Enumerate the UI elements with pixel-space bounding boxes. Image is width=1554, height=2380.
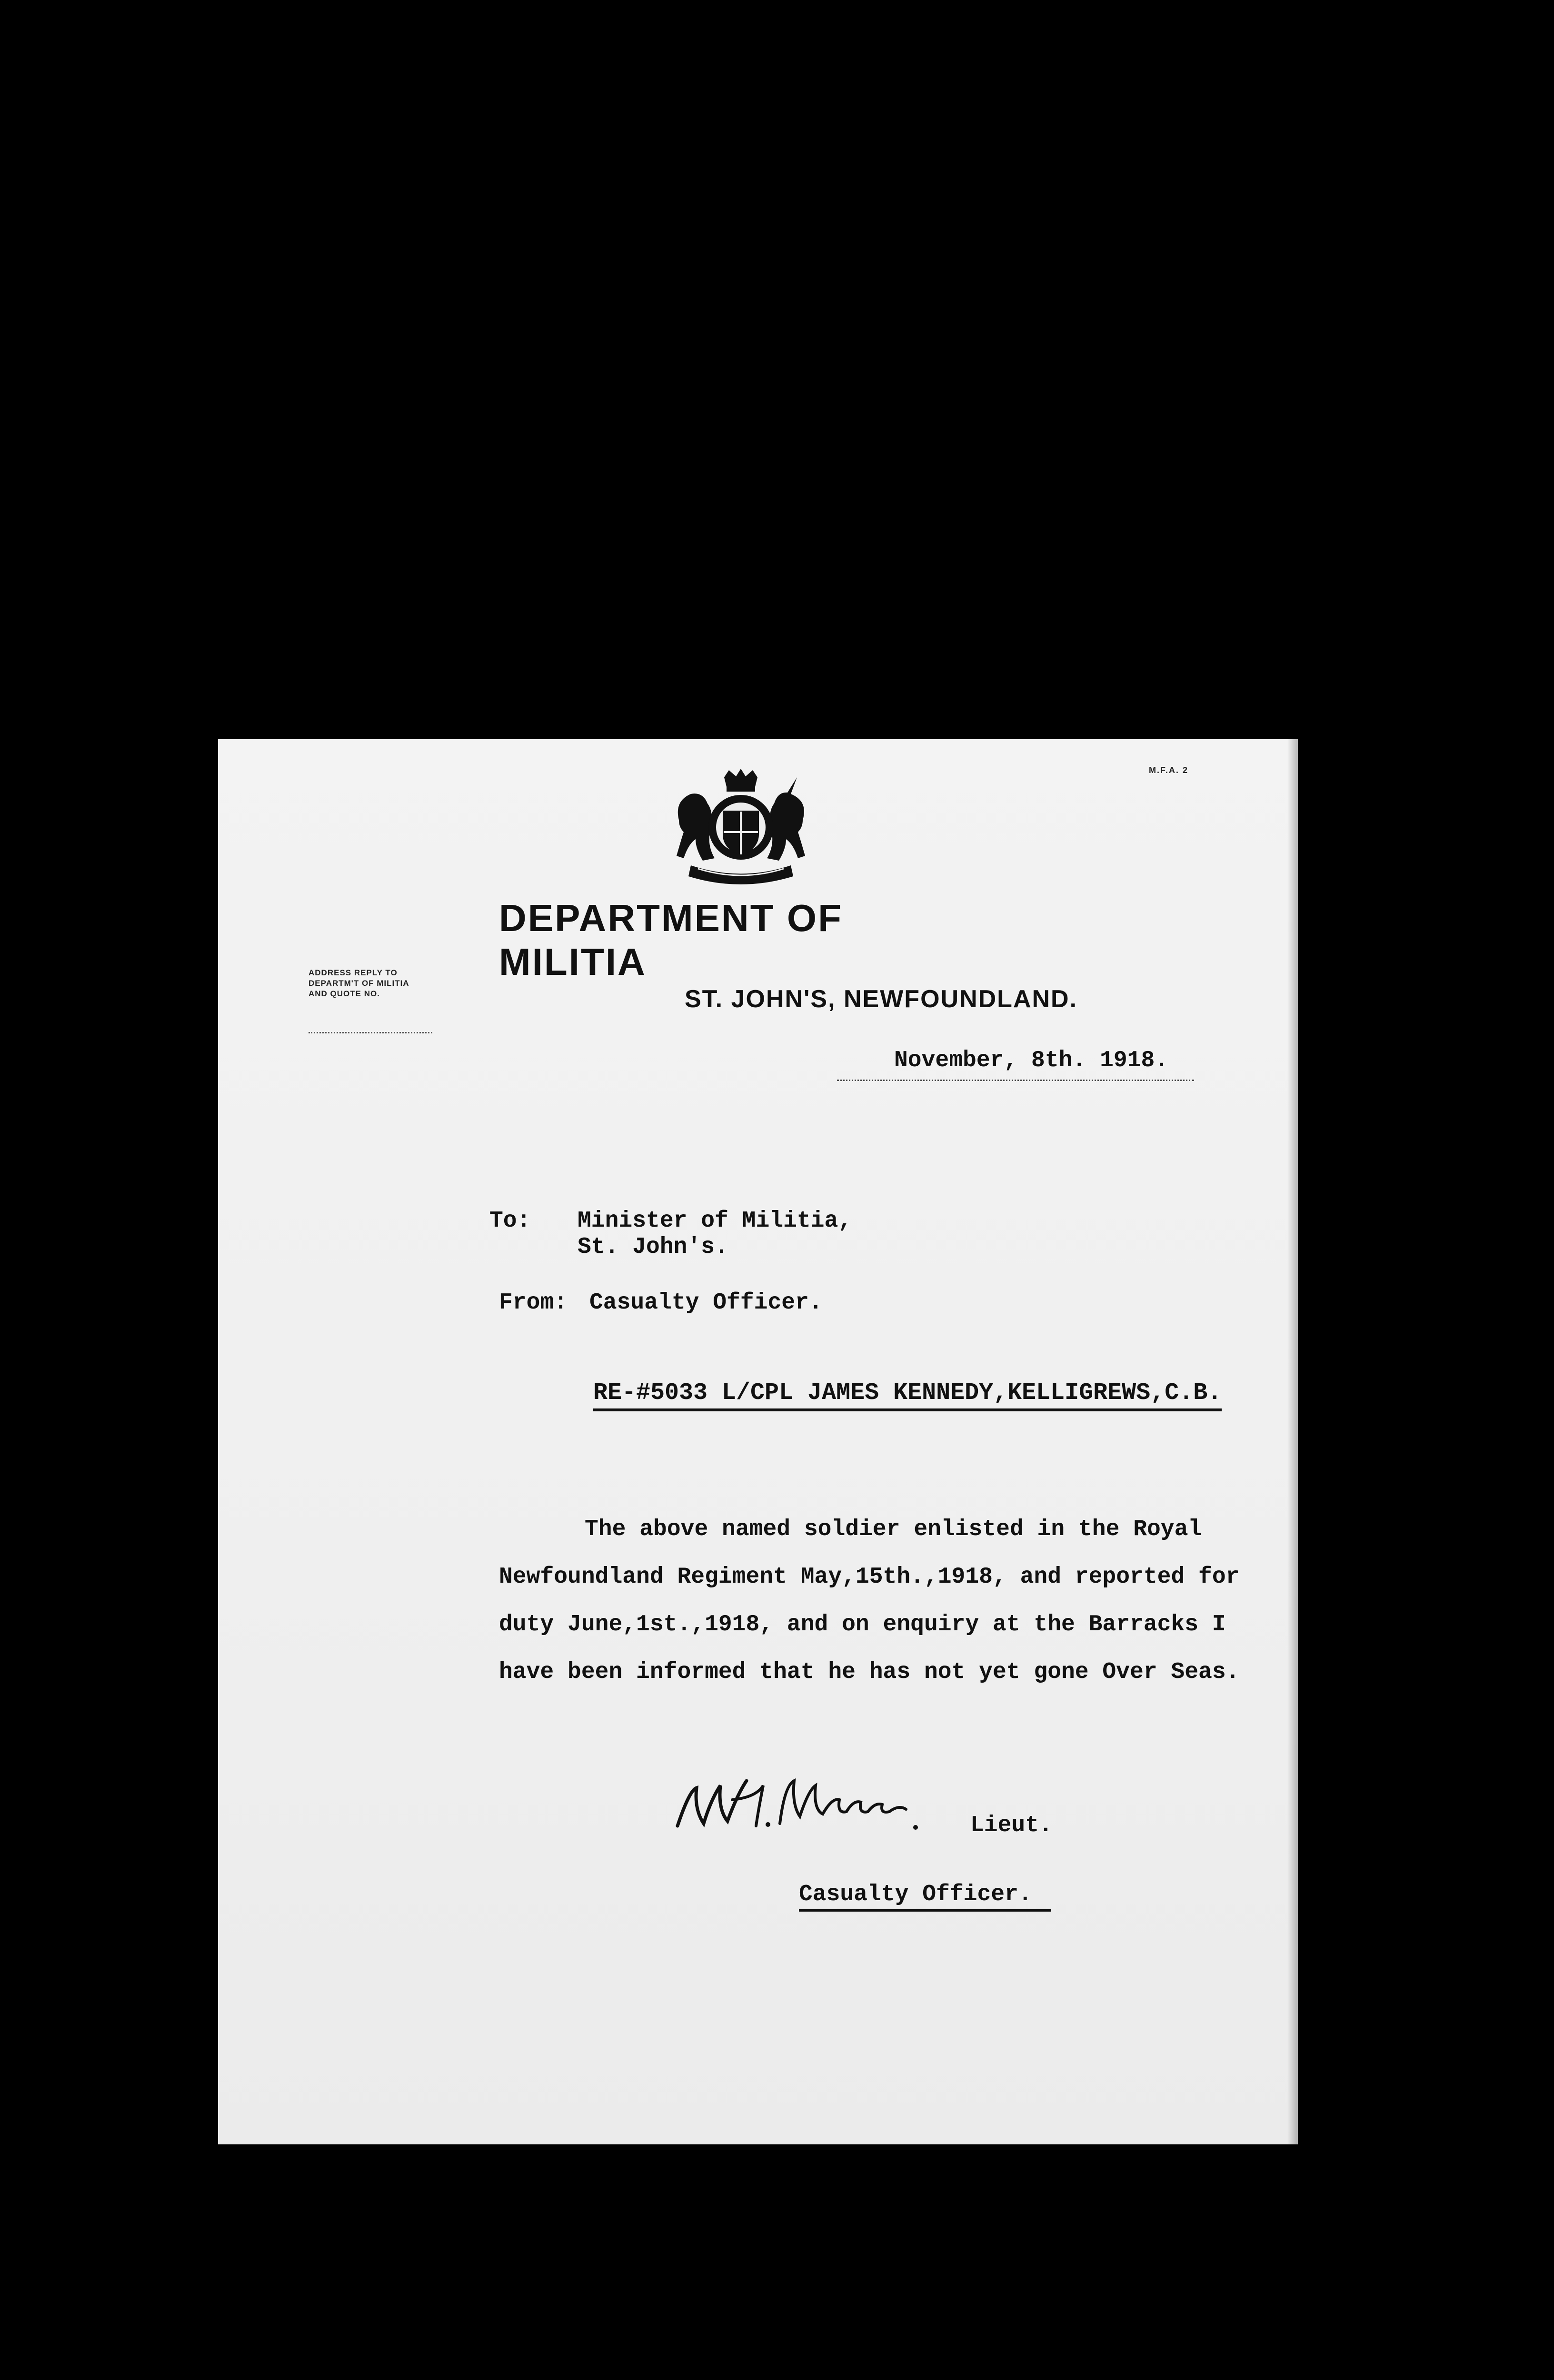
body-line: Newfoundland Regiment May,15th.,1918, and reported for: [499, 1564, 1240, 1590]
letter-date: November, 8th. 1918.: [894, 1048, 1169, 1073]
to-label: To:: [489, 1208, 531, 1234]
subject-line: RE-#5033 L/CPL JAMES KENNEDY,KELLIGREWS,C.B.: [593, 1379, 1222, 1411]
signatory-rank: Lieut.: [970, 1813, 1053, 1838]
recipient-line: St. John's.: [578, 1234, 728, 1260]
address-note-line: ADDRESS REPLY TO: [309, 968, 398, 977]
address-dotted-line: [309, 1032, 432, 1033]
address-reply-note: [309, 968, 451, 999]
letterhead-place: ST. JOHN'S, NEWFOUNDLAND.: [685, 985, 1078, 1013]
signatory-office: Casualty Officer.: [799, 1882, 1051, 1912]
letter-sheet: [218, 739, 1298, 2144]
sheet-edge-shadow: [1287, 739, 1298, 2144]
royal-coat-of-arms-icon: [669, 768, 812, 887]
form-code: M.F.A. 2: [1148, 765, 1188, 775]
letter-body: [499, 1506, 1240, 1696]
address-note-line: AND QUOTE NO.: [309, 989, 380, 998]
department-title: DEPARTMENT OF MILITIA: [499, 897, 843, 983]
body-line: The above named soldier enlisted in the Royal: [585, 1517, 1202, 1542]
from-label: From:: [499, 1290, 568, 1316]
recipient-line: Minister of Militia,: [578, 1208, 852, 1234]
body-line: have been informed that he has not yet gone Over Seas.: [499, 1659, 1240, 1685]
address-note-line: DEPARTM'T OF MILITIA: [309, 979, 409, 988]
handwritten-signature-icon: [675, 1771, 923, 1833]
sender-line: Casualty Officer.: [589, 1290, 823, 1316]
body-line: duty June,1st.,1918, and on enquiry at the Barracks I: [499, 1612, 1226, 1637]
